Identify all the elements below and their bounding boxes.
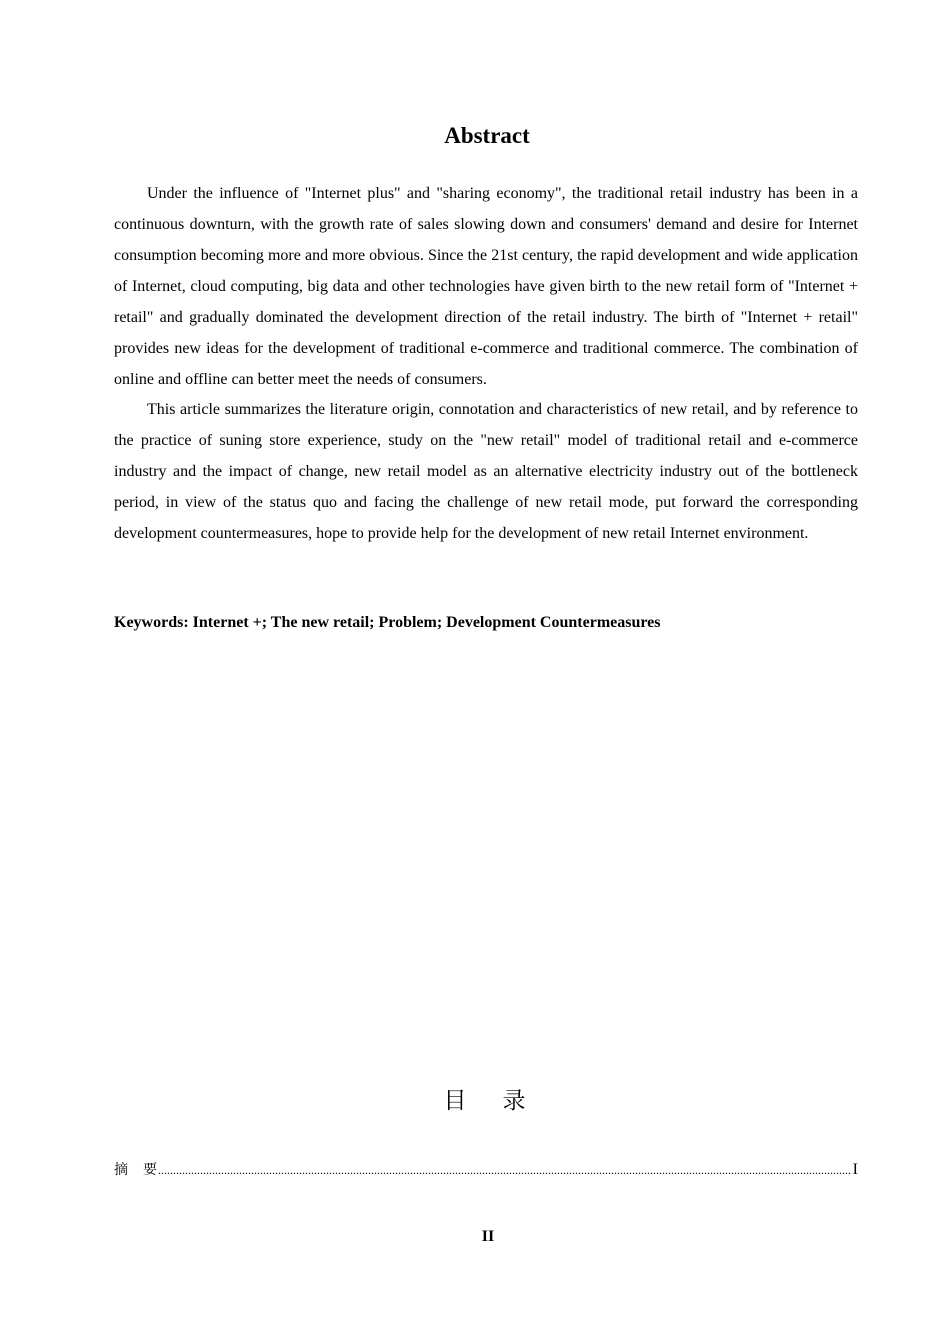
page-number: II [481,1228,495,1245]
toc-title: 目录 [443,1088,562,1114]
abstract-body [114,178,858,549]
toc-entry-page: I [852,1161,858,1178]
toc-entry-label: 摘要 [114,1162,172,1178]
abstract-title: Abstract [444,123,530,148]
abstract-paragraph-2: This article summarizes the literature origin, connotation and characteristics of new retail, and by reference to the practice of suning store experience, study on the "new retail" model of traditional retail and e-commerce industry and the impact of change, new retail model as an alternative electricity industry out of the bottleneck period, in view of the status quo and facing the challenge of new retail mode, put forward the corresponding development countermeasures, hope to provide help for the development of new retail Internet environment. [114,401,858,542]
abstract-paragraph-1: Under the influence of "Internet plus" and "sharing economy", the traditional retail industry has been in a continuous downturn, with the growth rate of sales slowing down and consumers' demand and desire for Internet consumption becoming more and more obvious. Since the 21st century, the rapid development and wide application of Internet, cloud computing, big data and other technologies have given birth to the new retail form of "Internet + retail" and gradually dominated the development direction of the retail industry. The birth of "Internet + retail" provides new ideas for the development of traditional e-commerce and traditional commerce. The combination of online and offline can better meet the needs of consumers. [114,185,858,388]
toc-entry[interactable] [114,1158,858,1182]
toc-leader-dots [158,1158,852,1182]
keywords-line: Keywords: Internet +; The new retail; Problem; Development Countermeasures [114,614,661,631]
